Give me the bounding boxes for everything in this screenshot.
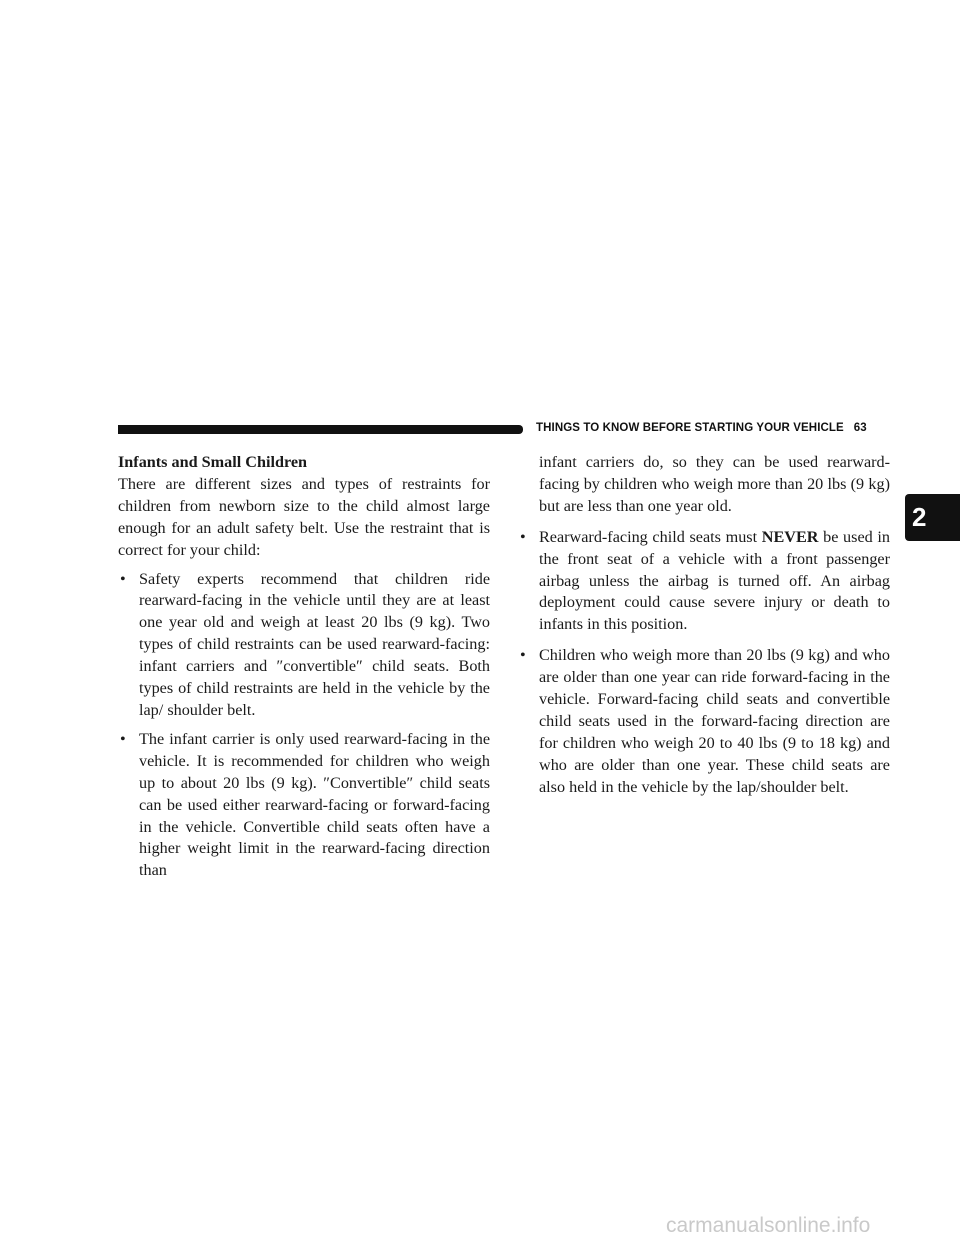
- bullet-marker: •: [520, 646, 526, 665]
- bullet-text: Safety experts recommend that children ride rearward-facing in the vehicle until they are at least one year old and weigh at least 20 lbs (9 kg). Two types of child restraints can be used rearward-facing: infant carriers and ″convertible″ child seats. Both types of child restraints are held in the vehicle by the lap/ shoulder belt.: [139, 569, 490, 719]
- bullet-marker: •: [120, 729, 126, 748]
- header-rule: [118, 425, 523, 434]
- bullet-text-rest: be used in the front seat of a vehicle with a front passenger airbag unless the airbag is turned off. An airbag deployment could cause severe injury or death to infants in this position.: [539, 527, 890, 634]
- bullet-marker: •: [120, 569, 126, 588]
- bullet-text: [539, 527, 890, 637]
- bullet-text: Children who weigh more than 20 lbs (9 kg) and who are older than one year can ride forward-facing in the vehicle. Forward-facing child seats and convertible child seats used in the forward-facing direction are for children who weigh 20 to 40 lbs (9 to 18 kg) and who are older than one year. These child seats are also held in the vehicle by the lap/shoulder belt.: [539, 646, 890, 796]
- continued-paragraph: infant carriers do, so they can be used rearward-facing by children who weigh more than 20 lbs (9 kg) but are less than one year old.: [539, 453, 890, 515]
- list-item: [118, 569, 490, 722]
- bullet-marker: •: [520, 527, 526, 546]
- left-column: [118, 452, 490, 882]
- list-item: [118, 729, 490, 882]
- right-column: [518, 452, 890, 799]
- watermark: carmanualsonline.info: [666, 1214, 871, 1237]
- never-emphasis: NEVER: [761, 527, 819, 546]
- page-number: 63: [853, 422, 867, 434]
- section-tab: 2: [905, 494, 960, 541]
- bullet-text: The infant carrier is only used rearward-facing in the vehicle. It is recommended for children who weigh up to about 20 lbs (9 kg). ″Convertible″ child seats can be used either rearward-facing or forward-facing in the vehicle. Convertible child seats often have a higher weight limit in the rearward-facing direction than: [139, 729, 490, 880]
- section-title: THINGS TO KNOW BEFORE STARTING YOUR VEHICLE: [536, 422, 844, 434]
- intro-paragraph: There are different sizes and types of restraints for children from newborn size to the child almost large enough for an adult safety belt. Use the restraint that is correct for your child:: [118, 474, 490, 559]
- bullet-text-lead: Rearward-facing child seats must: [539, 527, 762, 546]
- list-item: [518, 645, 890, 798]
- list-item: [518, 527, 890, 637]
- running-header: [536, 422, 867, 434]
- section-heading: Infants and Small Children: [118, 453, 308, 471]
